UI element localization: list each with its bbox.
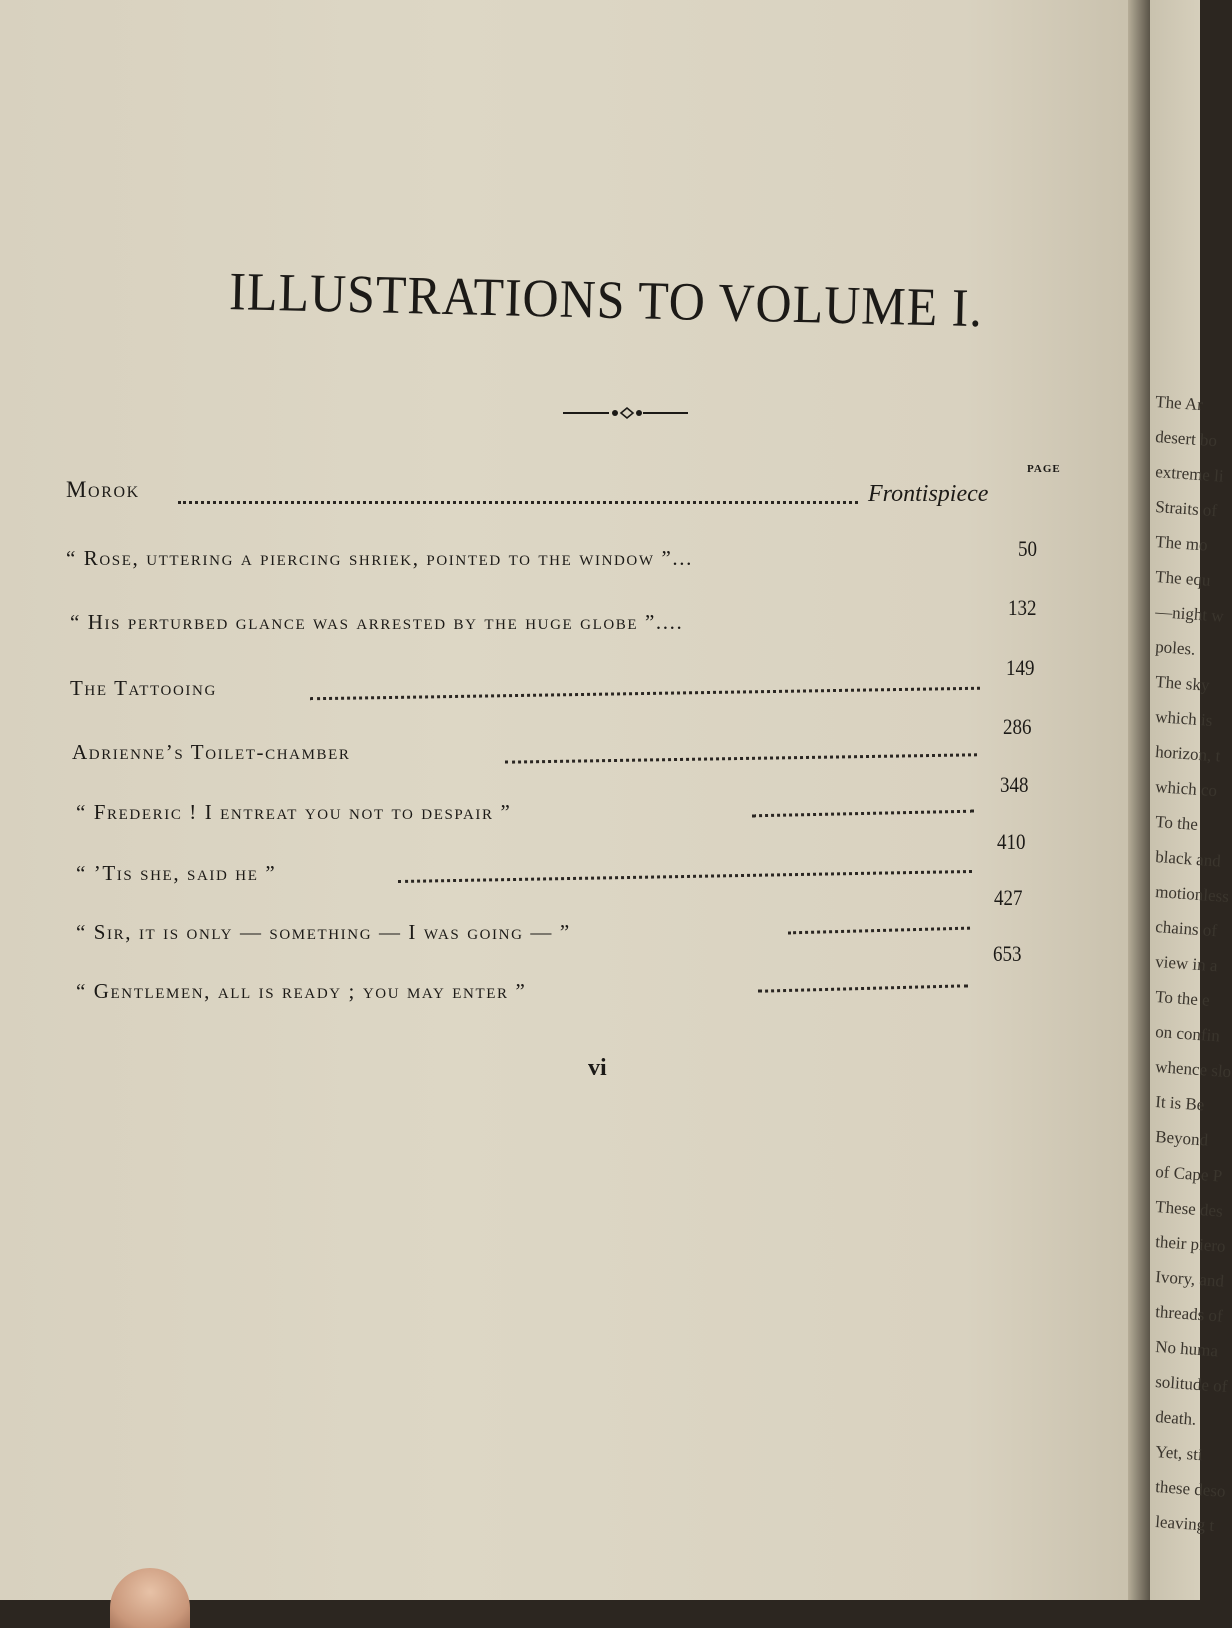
book-gutter <box>1128 0 1150 1600</box>
facing-page-text: which is <box>1154 707 1214 730</box>
facing-page-text: The Ar <box>1154 392 1204 415</box>
illustration-page: Frontispiece <box>868 481 989 507</box>
list-item <box>66 477 140 503</box>
illustration-page: 50 <box>1018 537 1037 562</box>
dot-leader <box>788 923 970 935</box>
facing-page-text: extreme li <box>1154 462 1225 486</box>
facing-page-text: Straits of <box>1154 497 1218 521</box>
dot-leader <box>310 683 980 701</box>
illustration-title: Morok <box>66 477 140 502</box>
facing-page-text: No huma <box>1154 1337 1219 1361</box>
facing-page-text: It is Be <box>1154 1092 1205 1115</box>
page-number: vi <box>588 1055 607 1081</box>
facing-page-text: To the e <box>1154 987 1211 1010</box>
facing-page-text: Beyond <box>1154 1127 1209 1150</box>
ornament-divider-icon <box>563 406 688 420</box>
list-item <box>70 676 217 701</box>
page-column-label: PAGE <box>1027 463 1061 475</box>
facing-page-text: motionless <box>1154 882 1230 907</box>
illustration-title: “ ’Tis she, said he ” <box>76 861 277 885</box>
facing-page-text: These des <box>1154 1197 1224 1221</box>
facing-page-text: solitude of <box>1154 1372 1229 1396</box>
illustration-title: “ Rose, uttering a piercing shriek, pointed to the window ”... <box>66 546 693 570</box>
facing-page-text: The sky <box>1154 672 1211 695</box>
illustration-page: 348 <box>1000 773 1029 798</box>
illustration-title: “ Frederic ! I entreat you not to despair ” <box>76 800 512 824</box>
list-item <box>76 979 526 1004</box>
page-title: ILLUSTRATIONS TO VOLUME I. <box>228 260 984 339</box>
illustration-title: “ His perturbed glance was arrested by the huge globe ”.... <box>70 610 684 634</box>
thumb <box>110 1568 190 1628</box>
facing-page-text: whence slo <box>1154 1057 1232 1082</box>
dot-leader <box>178 497 858 504</box>
facing-page-text: chains of <box>1154 917 1218 941</box>
facing-page-text: To the <box>1154 812 1199 834</box>
facing-page-text: Ivory, and <box>1154 1267 1225 1291</box>
illustration-page: 427 <box>994 886 1023 911</box>
facing-page-text: —night w <box>1154 602 1225 626</box>
facing-page-text: Yet, sti <box>1154 1442 1204 1465</box>
facing-page-text: poles. <box>1154 637 1197 659</box>
list-item <box>70 610 683 635</box>
list-item <box>66 546 693 571</box>
facing-page-text: which co <box>1154 777 1218 801</box>
illustration-page: 132 <box>1008 596 1037 621</box>
dot-leader <box>505 749 977 763</box>
dot-leader <box>398 866 972 883</box>
facing-page-text: horizon, t <box>1154 742 1221 766</box>
facing-page-text: death. <box>1154 1407 1197 1429</box>
facing-page-text: their piero <box>1154 1232 1227 1256</box>
facing-page-text: leaving t <box>1154 1512 1215 1536</box>
illustration-page: 149 <box>1006 656 1035 681</box>
facing-page-text: threads of <box>1154 1302 1224 1326</box>
illustration-title: Adrienne’s Toilet-chamber <box>72 740 351 764</box>
illustration-page: 410 <box>997 830 1026 855</box>
illustration-title: The Tattooing <box>70 676 217 700</box>
illustration-page: 653 <box>993 942 1022 967</box>
illustration-title: “ Sir, it is only — something — I was going — ” <box>76 920 571 944</box>
facing-page-text: on confin <box>1154 1022 1221 1046</box>
facing-page-text: of Cape P <box>1154 1162 1223 1186</box>
facing-page-text: The mo <box>1154 532 1209 555</box>
list-item <box>76 800 511 825</box>
list-item <box>76 861 276 886</box>
dot-leader <box>758 980 968 992</box>
facing-page-text: The equ <box>1154 567 1212 590</box>
facing-page-text: these deso <box>1154 1477 1227 1501</box>
facing-page <box>1150 0 1232 1600</box>
facing-page-text: desert bo <box>1154 427 1218 451</box>
facing-page-text: black and <box>1154 847 1222 871</box>
facing-page-text: view in a <box>1154 952 1219 976</box>
list-item <box>76 920 571 945</box>
list-item <box>72 740 351 765</box>
dot-leader <box>752 806 974 818</box>
illustration-title: “ Gentlemen, all is ready ; you may enter ” <box>76 979 527 1003</box>
illustration-page: 286 <box>1003 715 1032 740</box>
